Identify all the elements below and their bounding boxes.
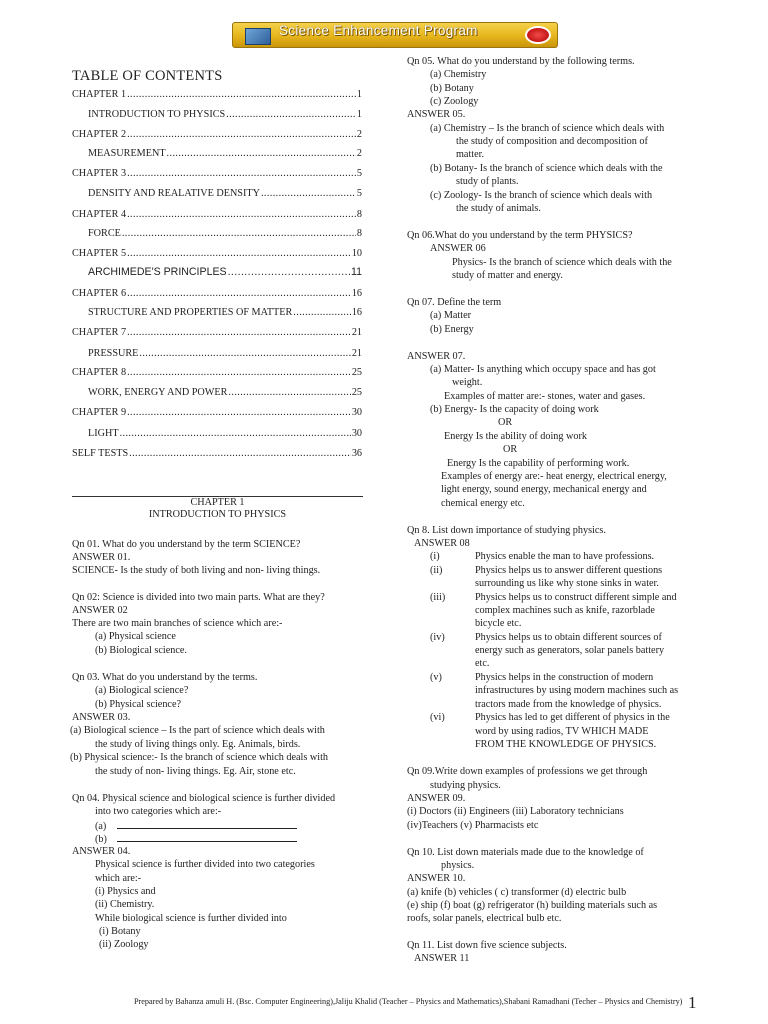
program-banner: [232, 22, 558, 48]
answer-text: word by using radios, TV WHICH MADE: [475, 726, 649, 737]
answer-text: Energy Is the capability of performing work.: [447, 458, 630, 469]
answer-text: (i) Doctors (ii) Engineers (iii) Laboratory technicians: [407, 806, 624, 817]
answer-text: which are:-: [95, 873, 142, 884]
answer-text: complex machines such as knife, razorblade: [475, 605, 655, 616]
answer-text: Energy Is the ability of doing work: [444, 431, 587, 442]
page-number: 1: [688, 993, 697, 1012]
answer-text: etc.: [475, 658, 490, 669]
list-item: (a) Physical science: [95, 631, 176, 642]
toc-entry[interactable]: CHAPTER 4 ..... 8: [72, 208, 362, 221]
red-oval-logo: [525, 26, 551, 44]
answer-text: (a) knife (b) vehicles ( c) transformer (d) electric bulb: [407, 887, 627, 898]
list-item: (a) Chemistry: [430, 69, 487, 80]
answer-text: light energy, sound energy, mechanical energy and: [441, 484, 647, 495]
question: physics.: [441, 860, 475, 871]
answer-text: (b) Energy- Is the capacity of doing work: [430, 404, 599, 415]
toc-entry[interactable]: CHAPTER 3 ..... 5: [72, 167, 362, 180]
answer-text: (a) Biological science – Is the part of science which deals with: [70, 725, 325, 736]
list-item: (ii) Zoology: [99, 939, 149, 950]
question: Qn 09.Write down examples of professions we get through: [407, 766, 648, 777]
answer-text: (c) Zoology- Is the branch of science which deals with: [430, 190, 653, 201]
answer-text: (b) Botany- Is the branch of science which deals with the: [430, 163, 663, 174]
answer-label: ANSWER 03.: [72, 712, 131, 723]
toc-entry[interactable]: CHAPTER 8 ..... 25: [72, 366, 362, 379]
answer-text: OR: [503, 444, 518, 455]
answer-text: Physical science is further divided into two categories: [95, 859, 315, 870]
question: Qn 07. Define the term: [407, 297, 502, 308]
book-icon: [245, 28, 271, 45]
answer-text: (a) Chemistry – Is the branch of science which deals with: [430, 123, 665, 134]
answer-text: (e) ship (f) boat (g) refrigerator (h) building materials such as: [407, 900, 658, 911]
fill-in-blank: [117, 819, 297, 829]
footer-credits: Prepared by Bahanza amuli H. (Bsc. Computer Engineering),Jaliju Khalid (Teacher – Physics and Mathematics),Shabani Ramadhani (Techer – Physics and Chemistry): [134, 997, 683, 1006]
answer-text: There are two main branches of science which are:-: [72, 618, 283, 629]
answer-label: ANSWER 01.: [72, 552, 131, 563]
answer-text: infrastructures by using modern machines such as: [475, 685, 679, 696]
answer-label: ANSWER 02: [72, 605, 128, 616]
answer-label: ANSWER 09.: [407, 793, 466, 804]
blank-item: (a): [95, 819, 297, 833]
toc-title: TABLE OF CONTENTS: [72, 68, 223, 84]
list-item: (a) Matter: [430, 310, 472, 321]
answer-label: ANSWER 11: [414, 953, 470, 964]
answer-text: FROM THE KNOWLEDGE OF PHYSICS.: [475, 739, 657, 750]
answer-text: surrounding us like why stone sinks in water.: [475, 578, 659, 589]
question: Qn 05. What do you understand by the following terms.: [407, 56, 635, 67]
list-item: (a) Biological science?: [95, 685, 189, 696]
answer-text: matter.: [456, 149, 485, 160]
answer-text: Examples of matter are:- stones, water and gases.: [444, 391, 646, 402]
answer-text: Physics helps us to construct different simple and: [475, 592, 677, 603]
answer-label: ANSWER 06: [430, 243, 486, 254]
toc-entry[interactable]: CHAPTER 6 ..... 16: [72, 287, 362, 300]
blank-item: (b): [95, 832, 297, 846]
answer-text: (b) Physical science:- Is the branch of science which deals with: [70, 752, 328, 763]
answer-text: (a) Matter- Is anything which occupy space and has got: [430, 364, 656, 375]
list-item: (b) Biological science.: [95, 645, 187, 656]
toc-entry[interactable]: MEASUREMENT ..... 2: [88, 147, 362, 160]
toc-entry[interactable]: INTRODUCTION TO PHYSICS ..... 1: [88, 108, 362, 121]
toc-entry[interactable]: CHAPTER 5 ..... 10: [72, 247, 362, 260]
list-number: (iii): [430, 592, 446, 603]
answer-text: weight.: [452, 377, 483, 388]
answer-text: While biological science is further divided into: [95, 913, 287, 924]
toc-entry[interactable]: DENSITY AND REALATIVE DENSITY ..... 5: [88, 187, 362, 200]
question: Qn 06.What do you understand by the term PHYSICS?: [407, 230, 633, 241]
list-item: (b) Energy: [430, 324, 474, 335]
question: Qn 8. List down importance of studying physics.: [407, 525, 606, 536]
question: Qn 02: Science is divided into two main parts. What are they?: [72, 592, 325, 603]
list-item: (i) Botany: [99, 926, 141, 937]
toc-entry[interactable]: CHAPTER 1 ..... 1: [72, 88, 362, 101]
question: Qn 01. What do you understand by the term SCIENCE?: [72, 539, 301, 550]
list-number: (i): [430, 551, 440, 562]
question: Qn 03. What do you understand by the terms.: [72, 672, 258, 683]
list-item: (ii) Chemistry.: [95, 899, 155, 910]
answer-text: study of matter and energy.: [452, 270, 563, 281]
answer-text: Physics helps us to answer different questions: [475, 565, 663, 576]
toc-entry[interactable]: PRESSURE ..... 21: [88, 347, 362, 360]
question: studying physics.: [430, 780, 501, 791]
toc-entry[interactable]: STRUCTURE AND PROPERTIES OF MATTER ..... 16: [88, 306, 362, 319]
toc-entry[interactable]: SELF TESTS ..... 36: [72, 447, 362, 460]
toc-entry[interactable]: WORK, ENERGY AND POWER ..... 25: [88, 386, 362, 399]
answer-text: OR: [498, 417, 513, 428]
toc-entry[interactable]: CHAPTER 2 ..... 2: [72, 128, 362, 141]
toc-entry[interactable]: CHAPTER 9 ..... 30: [72, 406, 362, 419]
toc-entry[interactable]: CHAPTER 7 ..... 21: [72, 326, 362, 339]
answer-text: Physics has led to get different of physics in the: [475, 712, 670, 723]
question: Qn 04. Physical science and biological science is further divided: [72, 793, 336, 804]
list-number: (vi): [430, 712, 445, 723]
list-item: (b) Botany: [430, 83, 474, 94]
answer-text: energy such as generators, solar panels battery: [475, 645, 665, 656]
answer-text: bicycle etc.: [475, 618, 522, 629]
question: Qn 10. List down materials made due to the knowledge of: [407, 847, 644, 858]
question: into two categories which are:-: [95, 806, 222, 817]
list-item: (c) Zoology: [430, 96, 479, 107]
answer-text: tractors made from the knowledge of physics.: [475, 699, 662, 710]
chapter-heading: CHAPTER 1: [190, 497, 245, 508]
question: Qn 11. List down five science subjects.: [407, 940, 567, 951]
answer-text: Physics helps us to obtain different sources of: [475, 632, 662, 643]
answer-text: Physics helps in the construction of modern: [475, 672, 654, 683]
answer-text: the study of non- living things. Eg. Air, stone etc.: [95, 766, 296, 777]
answer-label: ANSWER 10.: [407, 873, 466, 884]
toc-entry[interactable]: LIGHT ..... 30: [88, 427, 362, 440]
answer-text: Examples of energy are:- heat energy, electrical energy,: [441, 471, 667, 482]
answer-text: Physics enable the man to have professions.: [475, 551, 655, 562]
answer-text: chemical energy etc.: [441, 498, 525, 509]
answer-text: study of plants.: [456, 176, 519, 187]
list-number: (ii): [430, 565, 443, 576]
chapter-title: INTRODUCTION TO PHYSICS: [148, 509, 287, 520]
list-number: (v): [430, 672, 442, 683]
toc-entry[interactable]: ARCHIMEDE'S PRINCIPLES ..... 11: [88, 266, 362, 279]
answer-text: the study of composition and decomposition of: [456, 136, 648, 147]
answer-text: roofs, solar panels, electrical bulb etc.: [407, 913, 562, 924]
answer-label: ANSWER 05.: [407, 109, 466, 120]
answer-text: SCIENCE- Is the study of both living and non- living things.: [72, 565, 321, 576]
answer-label: ANSWER 04.: [72, 846, 131, 857]
answer-text: (iv)Teachers (v) Pharmacists etc: [407, 820, 539, 831]
answer-text: the study of animals.: [456, 203, 541, 214]
fill-in-blank: [117, 832, 297, 842]
answer-label: ANSWER 08: [414, 538, 470, 549]
list-number: (iv): [430, 632, 445, 643]
toc-entry[interactable]: FORCE ..... 8: [88, 227, 362, 240]
answer-label: ANSWER 07.: [407, 351, 466, 362]
banner-title: Science Enhancement Program: [279, 23, 478, 38]
answer-text: the study of living things only. Eg. Animals, birds.: [95, 739, 301, 750]
answer-text: Physics- Is the branch of science which deals with the: [452, 257, 672, 268]
page-footer: [72, 996, 692, 1008]
list-item: (b) Physical science?: [95, 699, 181, 710]
list-item: (i) Physics and: [95, 886, 156, 897]
